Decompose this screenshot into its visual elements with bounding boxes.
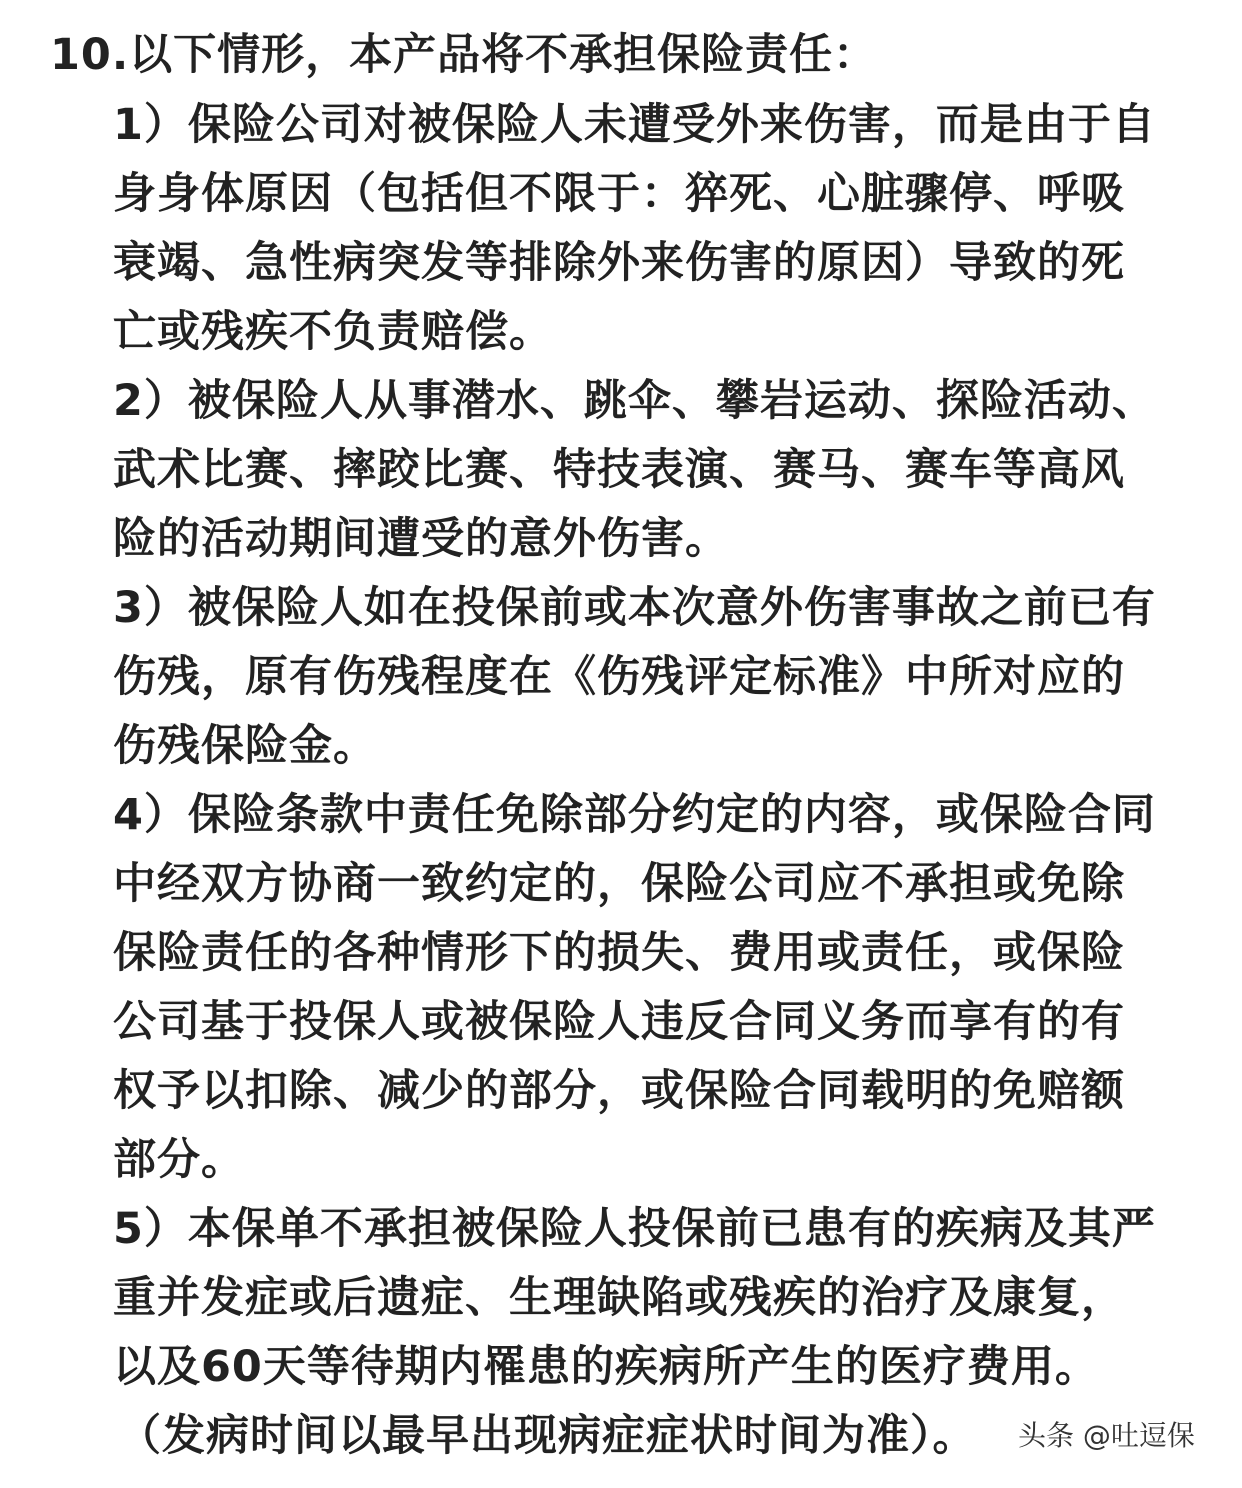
- clause-line: 伤残，原有伤残程度在《伤残评定标准》中所对应的: [113, 652, 1125, 702]
- clause-line: 公司基于投保人或被保险人违反合同义务而享有的有: [113, 997, 1125, 1047]
- clause-line: 伤残保险金。: [113, 721, 377, 771]
- clause-line: 武术比赛、摔跤比赛、特技表演、赛马、赛车等高风: [113, 445, 1125, 495]
- clause-line: 险的活动期间遭受的意外伤害。: [113, 514, 729, 564]
- clause-line: 重并发症或后遗症、生理缺陷或残疾的治疗及康复，: [113, 1273, 1125, 1323]
- section-title: 10.以下情形，本产品将不承担保险责任：: [50, 30, 878, 80]
- clause-line: 部分。: [113, 1135, 245, 1185]
- clause-line: 权予以扣除、减少的部分，或保险合同载明的免赔额: [113, 1066, 1125, 1116]
- clause-line: 亡或残疾不负责赔偿。: [113, 307, 553, 357]
- watermark: 头条 @吐逗保: [1018, 1419, 1195, 1452]
- clause-line: 保险责任的各种情形下的损失、费用或责任，或保险: [113, 928, 1125, 978]
- clause-line: 中经双方协商一致约定的，保险公司应不承担或免除: [113, 859, 1125, 909]
- clause-line: （发病时间以最早出现病症症状时间为准）。: [118, 1411, 977, 1461]
- clause-line: 2）被保险人从事潜水、跳伞、攀岩运动、探险活动、: [113, 376, 1156, 426]
- clause-line: 4）保险条款中责任免除部分约定的内容，或保险合同: [113, 790, 1156, 840]
- clause-line: 5）本保单不承担被保险人投保前已患有的疾病及其严: [113, 1204, 1156, 1254]
- clause-line: 身身体原因（包括但不限于：猝死、心脏骤停、呼吸: [113, 169, 1125, 219]
- clause-line: 以及60天等待期内罹患的疾病所产生的医疗费用。: [113, 1342, 1099, 1392]
- clause-line: 衰竭、急性病突发等排除外来伤害的原因）导致的死: [113, 238, 1125, 288]
- clause-line: 3）被保险人如在投保前或本次意外伤害事故之前已有: [113, 583, 1156, 633]
- clause-line: 1）保险公司对被保险人未遭受外来伤害，而是由于自: [113, 100, 1156, 150]
